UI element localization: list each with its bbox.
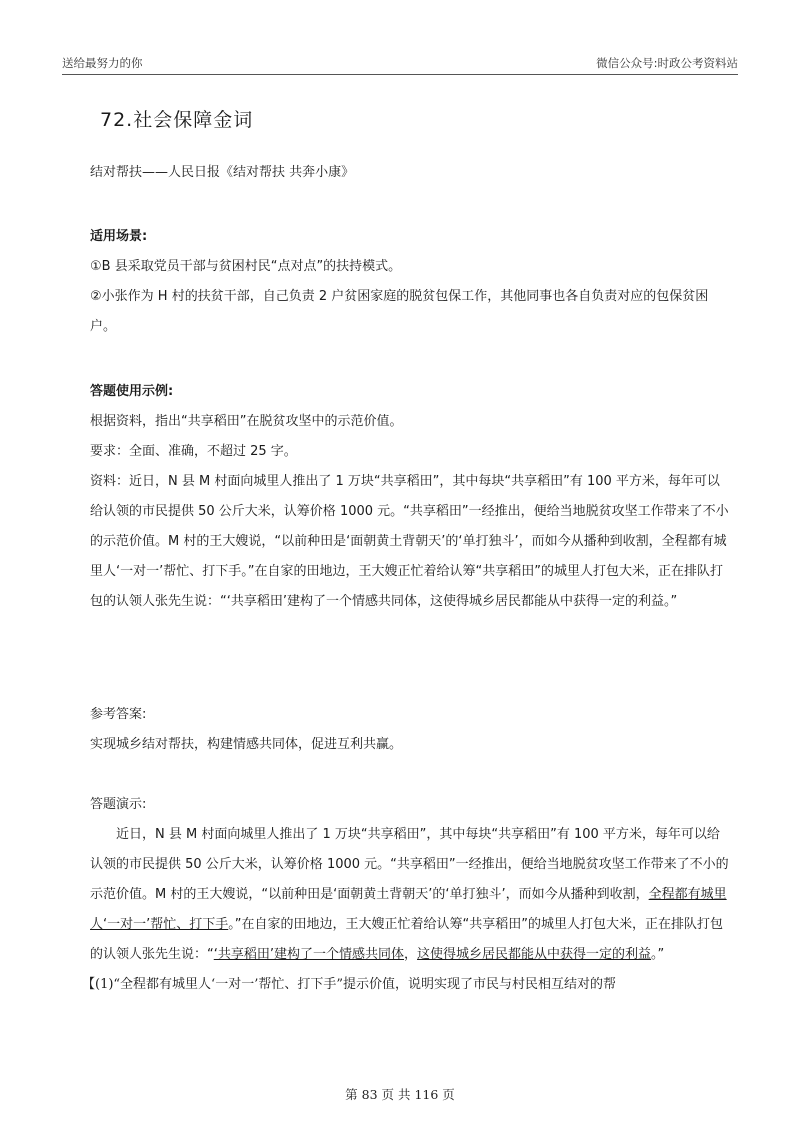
page-header (62, 52, 738, 75)
demo-underline-1: 全程都有城里人‘一对一’帮忙、打下手 (90, 887, 727, 932)
scenario-item-2: ②小张作为 H 村的扶贫干部，自己负责 2 户贫困家庭的脱贫包保工作，其他同事也各自负责对应的包保贫困户。 (90, 289, 709, 334)
demo-paragraph (90, 820, 730, 970)
demo-underline-2: ‘共享稻田’建构了一个情感共同体 (213, 947, 405, 962)
example-section (90, 377, 730, 617)
demo-text-1: 近日，N 县 M 村面向城里人推出了 1 万块“共享稻田”，其中每块“共享稻田”有 100 平方米，每年可以给认领的市民提供 50 公斤大米，认筹价格 1000 元。“共享稻田”一经推出，便给当地脱贫攻坚工作带来了不小的示范价值。M 村的王大嫂说，“以前种田是‘面朝黄土背朝天’的‘单打独斗’，而如今从播种到收割， (90, 827, 729, 902)
demo-bracket-note: 【(1)“全程都有城里人‘一对一’帮忙、打下手”提示价值，说明实现了市民与村民相互结对的帮 (82, 977, 616, 992)
reference-label: 参考答案: (90, 707, 147, 722)
reference-answer: 实现城乡结对帮扶，构建情感共同体，促进互利共赢。 (90, 737, 403, 752)
subtitle: 结对帮扶——人民日报《结对帮扶 共奔小康》 (90, 165, 355, 180)
demo-label: 答题演示: (90, 797, 147, 812)
header-left-text: 送给最努力的你 (62, 56, 143, 70)
example-label: 答题使用示例: (90, 384, 174, 399)
example-material: 资料：近日，N 县 M 村面向城里人推出了 1 万块“共享稻田”，其中每块“共享稻田”有 100 平方米，每年可以给认领的市民提供 50 公斤大米，认筹价格 1000 元。“共享稻田”一经推出，便给当地脱贫攻坚工作带来了不小的示范价值。M 村的王大嫂说，“以前种田是‘面朝黄土背朝天’的‘单打独斗’，而如今从播种到收割，全程都有城里人‘一对一’帮忙、打下手。”在自家的田地边，王大嫂正忙着给认筹“共享稻田”的城里人打包大米，正在排队打包的认领人张先生说：“‘共享稻田’建构了一个情感共同体，这使得城乡居民都能从中获得一定的利益。” (90, 474, 729, 609)
demo-text-3: ， (404, 947, 418, 962)
demo-section (82, 790, 730, 1000)
scenario-item-1: ①B 县采取党员干部与贫困村民“点对点”的扶持模式。 (90, 259, 402, 274)
subtitle-block (90, 158, 730, 188)
demo-text-2: 。”在自家的田地边，王大嫂正忙着给认筹“共享稻田”的城里人打包大米，正在排队打包的认领人张先生说：“ (90, 917, 723, 962)
page-title: 72.社会保障金词 (100, 109, 254, 131)
demo-underline-3: 这使得城乡居民都能从中获得一定的利益 (417, 947, 652, 962)
scenario-section (90, 222, 730, 342)
reference-section (90, 700, 730, 760)
scenario-label: 适用场景: (90, 229, 148, 244)
demo-text-4: 。” (651, 947, 665, 962)
example-requirement: 要求：全面、准确，不超过 25 字。 (90, 444, 297, 459)
header-right-text: 微信公众号:时政公考资料站 (596, 56, 738, 70)
page-footer: 第 83 页 共 116 页 (345, 1087, 455, 1102)
example-question: 根据资料，指出“共享稻田”在脱贫攻坚中的示范价值。 (90, 414, 403, 429)
